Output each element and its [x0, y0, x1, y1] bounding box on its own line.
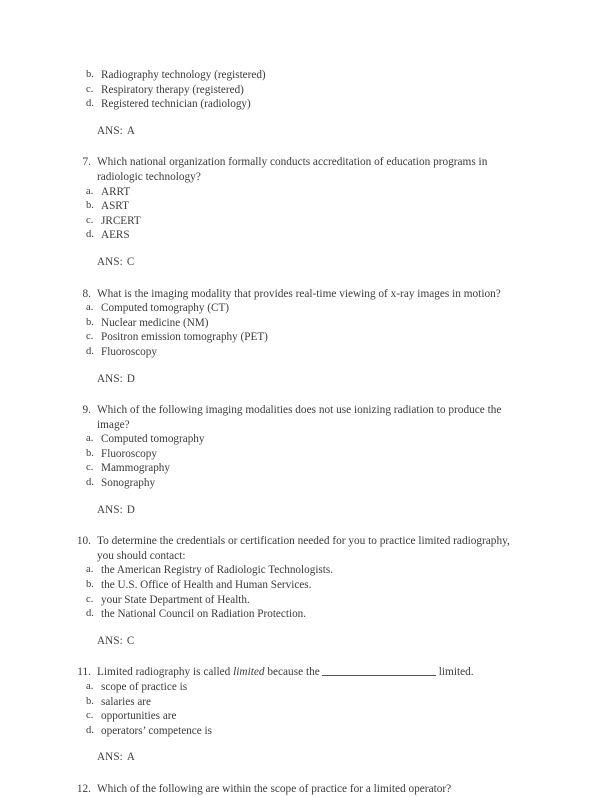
answer-line: [70, 255, 518, 270]
option-list: [70, 432, 518, 490]
option-text: salaries are: [101, 695, 151, 708]
option-list: [70, 301, 518, 359]
question-text-before-italic: Limited radiography is called: [97, 666, 234, 679]
option-text: Computed tomography: [101, 433, 205, 446]
option-item[interactable]: [86, 301, 518, 316]
option-letter: a.: [86, 681, 94, 692]
option-text: scope of practice is: [101, 681, 188, 693]
option-item[interactable]: [86, 680, 518, 695]
option-letter: b.: [86, 579, 94, 591]
option-text: Mammography: [101, 462, 170, 475]
question-text-after-blank: limited.: [438, 666, 474, 679]
option-letter: d.: [86, 477, 94, 489]
answer-label: ANS:: [97, 751, 123, 764]
question-number: 7.: [82, 156, 91, 169]
option-letter: c.: [86, 83, 94, 95]
answer-label: ANS:: [97, 634, 123, 647]
option-letter: b.: [86, 200, 94, 212]
answer-label: ANS:: [97, 372, 123, 385]
option-letter: a.: [86, 185, 94, 197]
option-text: JRCERT: [101, 214, 141, 227]
option-letter: c.: [86, 214, 94, 226]
question-line: [70, 155, 518, 184]
option-letter: d.: [86, 608, 94, 620]
option-item[interactable]: [86, 83, 518, 98]
option-letter: a.: [86, 433, 94, 445]
option-letter: c.: [86, 462, 94, 474]
option-list: [70, 680, 518, 738]
option-text: AERS: [101, 229, 130, 242]
option-list: [70, 68, 518, 112]
option-item[interactable]: [86, 68, 518, 83]
question-block-11: [70, 665, 518, 765]
answer-value: A: [126, 124, 136, 137]
option-text: Registered technician (radiology): [101, 98, 251, 111]
option-letter: c.: [86, 331, 94, 343]
question-text: To determine the credentials or certification needed for you to practice limited radiography, you should contact:: [97, 535, 510, 562]
question-text: What is the imaging modality that provides real-time viewing of x-ray images in motion?: [97, 287, 501, 300]
option-item[interactable]: [86, 447, 518, 462]
option-text: your State Department of Health.: [101, 593, 250, 606]
question-number: 9.: [82, 404, 91, 417]
option-text: the National Council on Radiation Protection.: [101, 608, 307, 621]
question-text: Which national organization formally conducts accreditation of education programs in radiologic technology?: [97, 156, 488, 183]
option-item[interactable]: [86, 724, 518, 739]
answer-line: [70, 372, 518, 387]
question-block-7: [70, 155, 518, 269]
option-text: Radiography technology (registered): [101, 69, 266, 81]
option-text: Fluoroscopy: [101, 345, 157, 358]
option-letter: d.: [86, 229, 94, 241]
option-item[interactable]: [86, 461, 518, 476]
option-list: [70, 185, 518, 243]
option-item[interactable]: [86, 709, 518, 724]
answer-value: D: [126, 372, 136, 385]
option-letter: b.: [86, 69, 94, 80]
answer-line: [70, 750, 518, 765]
option-text: ARRT: [101, 185, 131, 198]
option-item[interactable]: [86, 345, 518, 360]
answer-value: C: [126, 634, 135, 647]
option-item[interactable]: [86, 432, 518, 447]
question-text: Which of the following imaging modalities does not use ionizing radiation to produce the image?: [97, 404, 502, 431]
answer-line: [70, 124, 518, 139]
question-block-12: [70, 782, 518, 797]
question-block-10: [70, 534, 518, 648]
option-text: opportunities are: [101, 710, 177, 723]
question-number: 8.: [82, 287, 91, 300]
option-letter: a.: [86, 564, 94, 576]
option-item[interactable]: [86, 199, 518, 214]
question-line: [70, 403, 518, 432]
option-letter: a.: [86, 302, 94, 314]
answer-value: D: [126, 503, 136, 516]
question-text-after-italic: because the: [264, 666, 320, 679]
answer-value: A: [126, 751, 136, 764]
option-item[interactable]: [86, 97, 518, 112]
option-letter: b.: [86, 447, 94, 459]
option-letter: b.: [86, 695, 94, 707]
question-text: Which of the following are within the scope of practice for a limited operator?: [97, 782, 452, 795]
option-item[interactable]: [86, 228, 518, 243]
option-item[interactable]: [86, 214, 518, 229]
question-number: 12.: [76, 782, 91, 795]
fill-in-blank[interactable]: [322, 665, 436, 676]
question-number: 10.: [76, 535, 91, 548]
answer-label: ANS:: [97, 255, 123, 268]
option-item[interactable]: [86, 593, 518, 608]
option-text: operators’ competence is: [101, 724, 212, 737]
option-letter: c.: [86, 593, 94, 605]
italic-emphasis-word: limited: [233, 666, 265, 679]
answer-value: C: [126, 255, 135, 268]
option-letter: b.: [86, 316, 94, 328]
option-item[interactable]: [86, 476, 518, 491]
answer-label: ANS:: [97, 124, 123, 137]
question-line: [70, 287, 518, 302]
answer-label: ANS:: [97, 503, 123, 516]
option-item[interactable]: [86, 607, 518, 622]
option-text: the American Registry of Radiologic Technologists.: [101, 564, 334, 577]
option-item[interactable]: [86, 578, 518, 593]
option-text: the U.S. Office of Health and Human Services.: [101, 579, 312, 592]
question-number: 11.: [77, 666, 91, 679]
option-letter: c.: [86, 710, 94, 722]
option-text: Computed tomography (CT): [101, 302, 230, 315]
option-letter: d.: [86, 345, 94, 357]
question-block-8: [70, 287, 518, 387]
question-line: [70, 534, 518, 563]
option-letter: d.: [86, 98, 94, 110]
question-block-9: [70, 403, 518, 517]
option-text: Positron emission tomography (PET): [101, 331, 268, 344]
option-text: Nuclear medicine (NM): [101, 316, 209, 329]
answer-line: [70, 503, 518, 518]
option-text: Respiratory therapy (registered): [101, 83, 244, 96]
option-item[interactable]: [86, 563, 518, 578]
option-item[interactable]: [86, 185, 518, 200]
answer-line: [70, 634, 518, 649]
option-item[interactable]: [86, 330, 518, 345]
option-letter: d.: [86, 724, 94, 736]
question-line: [70, 665, 518, 680]
option-text: Sonography: [101, 477, 156, 490]
option-text: Fluoroscopy: [101, 447, 157, 460]
question-6-continued-block: [70, 68, 518, 138]
question-line: [70, 782, 518, 797]
option-item[interactable]: [86, 695, 518, 710]
option-list: [70, 563, 518, 621]
option-text: ASRT: [101, 200, 129, 213]
question-text: [97, 665, 518, 680]
option-item[interactable]: [86, 316, 518, 331]
